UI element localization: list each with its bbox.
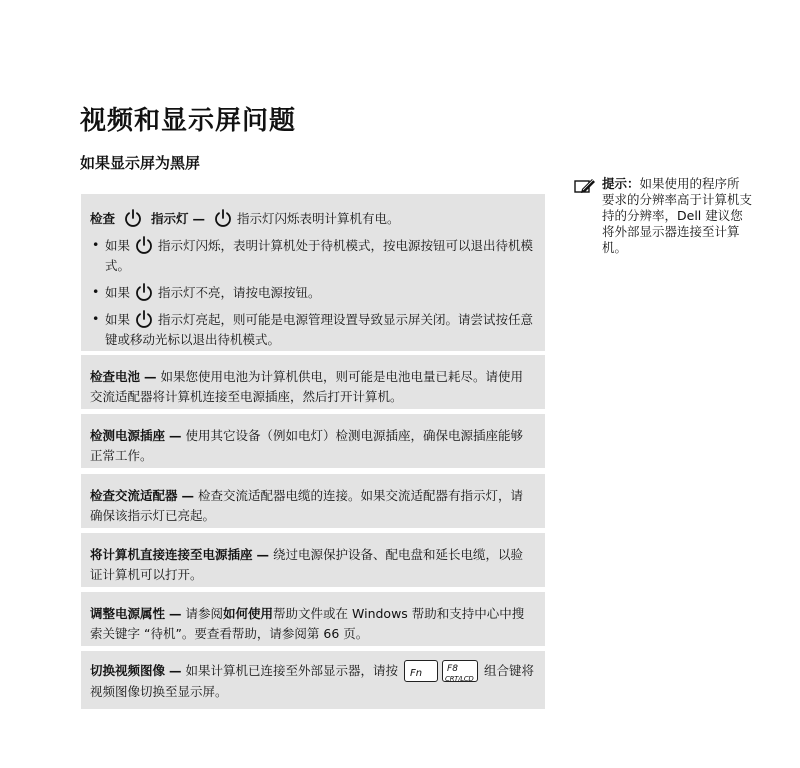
troubleshoot-item-ac-adapter xyxy=(81,474,545,528)
power-icon xyxy=(213,208,233,228)
item-heading: 检查交流适配器 xyxy=(90,488,178,503)
item-heading: 检查 xyxy=(90,211,116,226)
item-dash: — xyxy=(144,369,157,384)
item-heading: 切换视频图像 xyxy=(90,663,166,678)
note-callout xyxy=(574,176,752,256)
item-dash: — xyxy=(169,428,182,443)
list-item: • 如果 指示灯闪烁，表明计算机处于待机模式，按电源按钮可以退出待机模式。 xyxy=(90,235,535,276)
troubleshoot-item-power-properties xyxy=(81,592,545,646)
note-pencil-icon xyxy=(574,178,596,194)
item-dash: — xyxy=(192,211,205,226)
item-dash: — xyxy=(256,547,270,562)
item-description: 指示灯闪烁表明计算机有电。 xyxy=(237,211,400,226)
power-icon xyxy=(134,282,154,302)
item-dash: — xyxy=(169,663,182,678)
item-description: 如果计算机已连接至外部显示器，请按 xyxy=(185,663,399,678)
power-icon xyxy=(123,208,143,228)
item-heading-suffix: 指示灯 xyxy=(150,211,189,226)
troubleshoot-item-direct-connect xyxy=(81,533,545,587)
item-heading: 检查电池 xyxy=(90,369,141,384)
item-heading: 将计算机直接连接至电源插座 xyxy=(90,547,253,562)
item-description: 请参阅 xyxy=(185,606,224,621)
troubleshoot-item-outlet xyxy=(81,414,545,468)
page-title: 视频和显示屏问题 xyxy=(80,106,297,136)
item-heading: 检测电源插座 xyxy=(90,428,166,443)
item-description: 如果您使用电池为计算机供电，则可能是电池电量已耗尽。请使用交流适配器将计算机连接至电源插座，然后打开计算机。 xyxy=(90,369,524,404)
troubleshoot-item-switch-video xyxy=(81,651,545,709)
power-icon xyxy=(134,235,154,255)
item-heading: 调整电源属性 xyxy=(90,606,166,621)
item-description-cont: 组合键将视频图像切换至显示屏。 xyxy=(90,663,535,699)
section-heading: 如果显示屏为黑屏 xyxy=(80,154,201,172)
item-dash: — xyxy=(169,606,182,621)
list-item: • 如果 指示灯不亮，请按电源按钮。 xyxy=(90,282,535,303)
power-icon xyxy=(134,309,154,329)
item-dash: — xyxy=(181,488,195,503)
note-text: 如果使用的程序所要求的分辨率高于计算机支持的分辨率，Dell 建议您将外部显示器连接至计算机。 xyxy=(602,176,753,255)
note-label: 提示： xyxy=(602,176,640,191)
item-description: 检查交流适配器电缆的连接。如果交流适配器有指示灯，请确保该指示灯已亮起。 xyxy=(90,488,524,523)
list-item: • 如果 指示灯亮起，则可能是电源管理设置导致显示屏关闭。请尝试按任意键或移动光标以退出待机模式。 xyxy=(90,309,535,350)
item-description-cont: 帮助文件或在 Windows 帮助和支持中心中搜索关键字 “待机”。要查看帮助，请参阅第 66 页。 xyxy=(90,606,525,641)
fn-key-icon: Fn xyxy=(404,660,438,682)
bullet-list xyxy=(90,235,535,350)
f8-key-icon: F8 CRT/LCD xyxy=(442,660,478,682)
item-description: 使用其它设备（例如电灯）检测电源插座，确保电源插座能够正常工作。 xyxy=(90,428,524,463)
item-description: 绕过电源保护设备、配电盘和延长电缆，以验证计算机可以打开。 xyxy=(90,547,524,582)
help-file-name: 如何使用 xyxy=(223,606,274,621)
troubleshoot-item-battery xyxy=(81,355,545,409)
troubleshoot-item-power-light xyxy=(81,194,545,351)
